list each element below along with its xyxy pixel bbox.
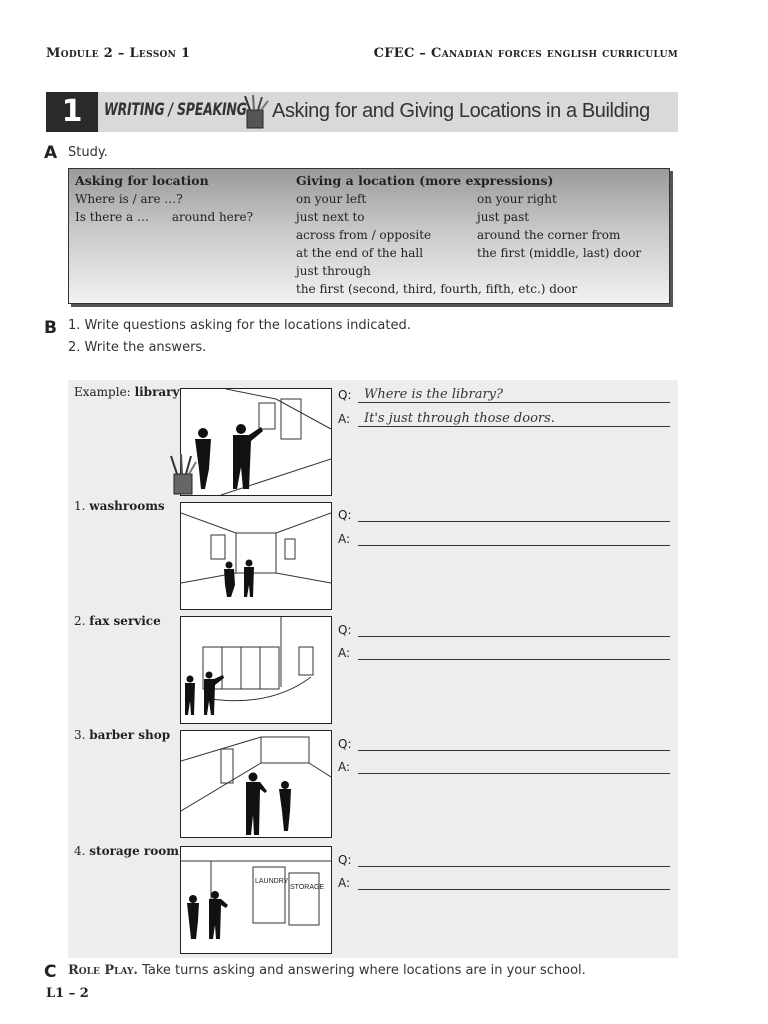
example-q-line xyxy=(358,402,670,403)
answer-line[interactable] xyxy=(358,545,670,546)
giving-expression: at the end of the hall xyxy=(296,246,424,260)
page-number: L1 – 2 xyxy=(46,986,89,1001)
pencil-cup-icon xyxy=(240,94,270,130)
study-box xyxy=(68,168,670,304)
item-place: barber shop xyxy=(89,728,171,742)
example-answer: It's just through those doors. xyxy=(364,411,555,426)
item-place: fax service xyxy=(89,614,161,628)
part-c-text xyxy=(68,963,586,978)
answer-line[interactable] xyxy=(358,659,670,660)
giving-expression: just past xyxy=(477,210,530,224)
q-label: Q: xyxy=(338,737,352,751)
part-c-letter: C xyxy=(44,962,57,982)
giving-expression: around the corner from xyxy=(477,228,621,242)
example-prefix: Example: xyxy=(74,385,131,399)
question-line[interactable] xyxy=(358,750,670,751)
a-label: A: xyxy=(338,876,351,890)
question-line[interactable] xyxy=(358,521,670,522)
item-place: storage room xyxy=(89,844,179,858)
section-title: Asking for and Giving Locations in a Building xyxy=(272,100,650,122)
giving-expression: just through xyxy=(296,264,371,278)
q-label: Q: xyxy=(338,623,352,637)
item-number: 1. xyxy=(74,499,86,513)
giving-expression: the first (second, third, fourth, fifth, etc.) door xyxy=(296,282,578,296)
item-number: 3. xyxy=(74,728,86,742)
a-label: A: xyxy=(338,532,351,546)
giving-expression: on your right xyxy=(477,192,557,206)
item-place: washrooms xyxy=(89,499,165,513)
item-label xyxy=(74,728,170,742)
role-play-label: Role Play. xyxy=(68,963,138,978)
item-label xyxy=(74,614,161,628)
part-b-letter: B xyxy=(44,318,57,338)
asking-line: Is there a … around here? xyxy=(75,210,254,224)
item-label xyxy=(74,499,165,513)
a-label: A: xyxy=(338,646,351,660)
fax-service-illustration xyxy=(180,616,332,724)
example-question: Where is the library? xyxy=(364,387,503,402)
example-a-line xyxy=(358,426,670,427)
example-illustration xyxy=(180,388,332,496)
q-label: Q: xyxy=(338,508,352,522)
q-label: Q: xyxy=(338,853,352,867)
curriculum-header: CFEC – Canadian forces english curriculum xyxy=(373,46,678,61)
asking-line: Where is / are …? xyxy=(75,192,183,206)
giving-expression: across from / opposite xyxy=(296,228,432,242)
giving-expression: just next to xyxy=(296,210,365,224)
module-header: Module 2 – Lesson 1 xyxy=(46,46,191,61)
role-play-instruction: Take turns asking and answering where locations are in your school. xyxy=(142,963,586,978)
part-a-letter: A xyxy=(44,143,58,163)
storage-sign: STORAGE xyxy=(290,884,325,891)
part-b-instruction-1: 1. Write questions asking for the locations indicated. xyxy=(68,318,411,333)
giving-expression: the first (middle, last) door xyxy=(477,246,642,260)
barber-shop-illustration xyxy=(180,730,332,838)
storage-room-illustration xyxy=(180,846,332,954)
washrooms-illustration xyxy=(180,502,332,610)
answer-line[interactable] xyxy=(358,773,670,774)
question-line[interactable] xyxy=(358,866,670,867)
answer-line[interactable] xyxy=(358,889,670,890)
item-number: 4. xyxy=(74,844,86,858)
example-q-label: Q: xyxy=(338,388,352,402)
example-label xyxy=(74,385,179,399)
exercise-panel xyxy=(68,380,678,958)
example-place: library xyxy=(134,385,180,399)
pencil-cup-icon xyxy=(168,452,198,496)
item-number: 2. xyxy=(74,614,86,628)
giving-expression: on your left xyxy=(296,192,367,206)
example-a-label: A: xyxy=(338,412,351,426)
section-number: 1 xyxy=(46,92,98,132)
giving-column-right xyxy=(477,190,641,262)
item-label xyxy=(74,844,179,858)
a-label: A: xyxy=(338,760,351,774)
question-line[interactable] xyxy=(358,636,670,637)
section-type: WRITING / SPEAKING xyxy=(104,100,247,120)
giving-heading: Giving a location (more expressions) xyxy=(296,173,554,188)
section-title-bar xyxy=(46,92,678,132)
part-a-instruction: Study. xyxy=(68,145,108,160)
asking-heading: Asking for location xyxy=(75,173,209,188)
laundry-sign: LAUNDRY xyxy=(255,878,289,885)
part-b-instruction-2: 2. Write the answers. xyxy=(68,340,207,355)
asking-column xyxy=(75,172,253,226)
